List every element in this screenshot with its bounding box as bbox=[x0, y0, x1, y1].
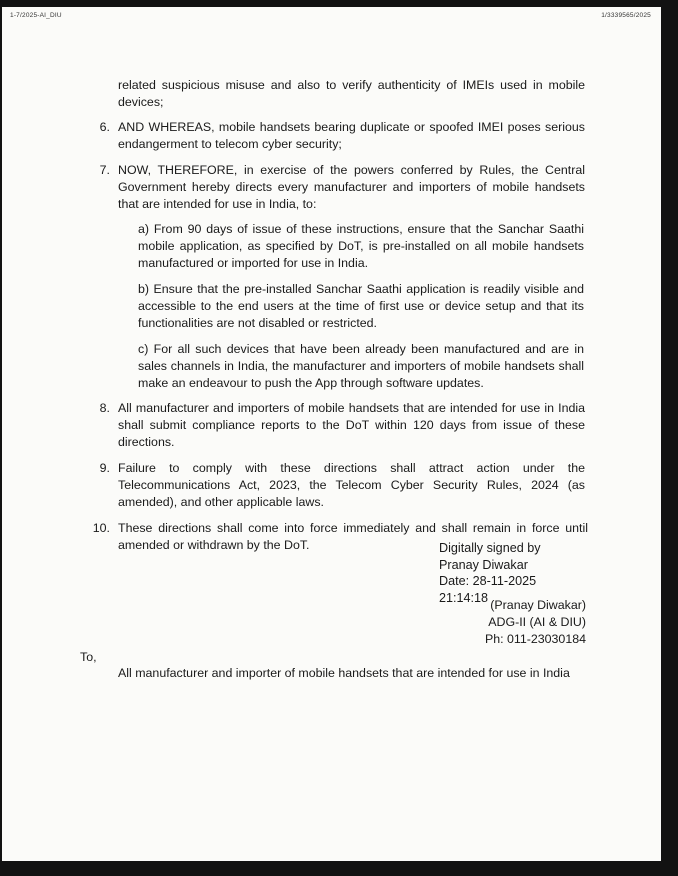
subitem-text: c) For all such devices that have been already been manufactured and are in sales channels in India, the manufacturer and importers of mobile handsets shall make an endeavour to push the App through software updates. bbox=[138, 342, 584, 390]
item-text: All manufacturer and importers of mobile handsets that are intended for use in India shall submit compliance reports to the DoT within 120 days from issue of these directions. bbox=[118, 401, 585, 449]
signature-line: 21:14:18 bbox=[439, 590, 489, 605]
item-number: 9. bbox=[99, 461, 110, 475]
item-number: 7. bbox=[99, 163, 110, 177]
document-body bbox=[2, 7, 661, 861]
item-number: 8. bbox=[99, 401, 110, 415]
item-number: 6. bbox=[99, 120, 110, 134]
item-number: 10. bbox=[92, 521, 110, 535]
item-text: Failure to comply with these directions shall attract action under the Telecommunications Act, 2023, the Telecom Cyber Security Rules, 2024 (as amended), and other applicable laws. bbox=[118, 461, 585, 509]
signature-line: Pranay Diwakar bbox=[439, 557, 528, 572]
document-number-header: 1/3339565/2025 bbox=[601, 12, 651, 19]
subitem-text: a) From 90 days of issue of these instructions, ensure that the Sanchar Saathi mobile application, as specified by DoT, is pre-installed on all mobile handsets manufactured or imported for use in India. bbox=[138, 222, 584, 270]
document-page bbox=[2, 7, 661, 861]
addressee-text: All manufacturer and importer of mobile handsets that are intended for use in India bbox=[118, 666, 570, 680]
to-label: To, bbox=[80, 650, 97, 664]
signatory-name: (Pranay Diwakar) bbox=[490, 598, 586, 612]
signature-line: Date: 28-11-2025 bbox=[439, 574, 537, 588]
item-text: NOW, THEREFORE, in exercise of the powers conferred by Rules, the Central Government hereby directs every manufacturer and importers of mobile handsets that are intended for use in India, to: bbox=[118, 163, 585, 211]
signatory-phone: Ph: 011-23030184 bbox=[484, 632, 586, 646]
file-number-header: 1-7/2025-AI_DIU bbox=[10, 12, 62, 19]
subitem-text: b) Ensure that the pre-installed Sanchar Saathi application is readily visible and accessible to the end users at the time of first use or device setup and that its functionalities are not disabled or restricted. bbox=[138, 282, 584, 330]
signature-line: Digitally signed by bbox=[439, 541, 541, 555]
signatory-designation: ADG-II (AI & DIU) bbox=[488, 615, 586, 629]
item-text: These directions shall come into force immediately and shall remain in force until amended or withdrawn by the DoT. bbox=[118, 521, 588, 552]
signatory-block bbox=[485, 597, 586, 648]
item-text: AND WHEREAS, mobile handsets bearing duplicate or spoofed IMEI poses serious endangerment to telecom cyber security; bbox=[118, 120, 585, 151]
continuation-text: related suspicious misuse and also to verify authenticity of IMEIs used in mobile devices; bbox=[118, 78, 585, 109]
